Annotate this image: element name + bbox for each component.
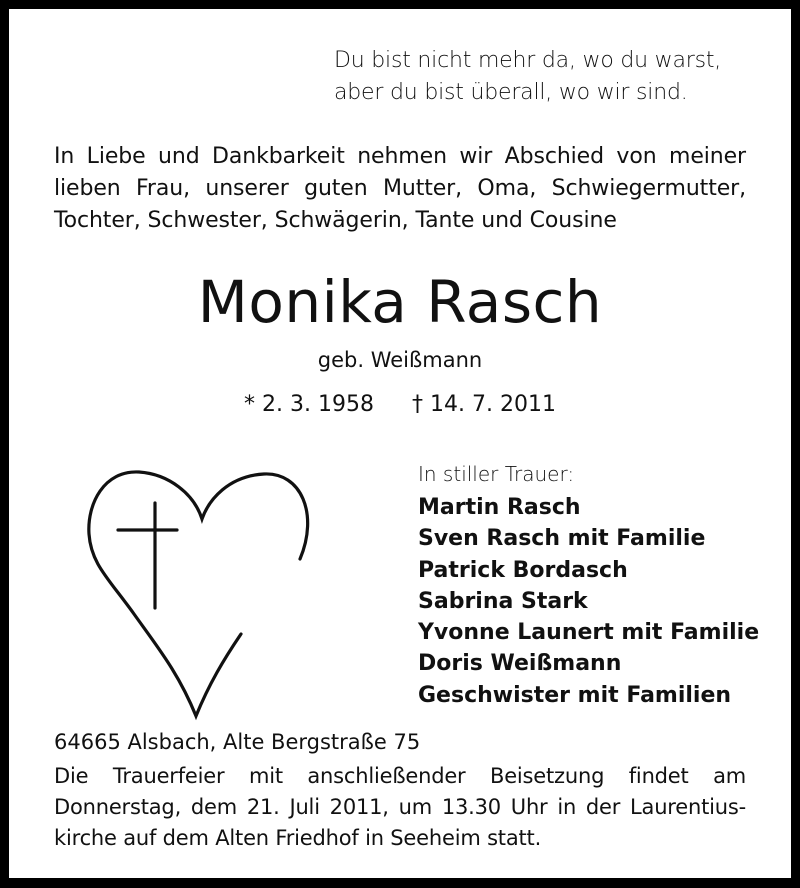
death-date: † 14. 7. 2011: [412, 392, 556, 417]
family-address: 64665 Alsbach, Alte Bergstraße 75: [54, 730, 421, 754]
mourner-name: Martin Rasch: [418, 495, 581, 520]
intro-line: lieben Frau, unserer guten Mutter, Oma, Schwiegermutter,: [54, 176, 746, 201]
memorial-quote: [334, 45, 721, 109]
mourner-name: Yvonne Launert mit Familie: [418, 620, 760, 646]
obituary-notice: [9, 9, 791, 878]
mourners-title: In stiller Trauer:: [418, 462, 575, 486]
mourner-name: Sabrina Stark: [418, 588, 588, 614]
deceased-name: Monika Rasch: [197, 268, 603, 336]
maiden-name: geb. Weißmann: [317, 348, 483, 372]
mourner-name: Patrick Bordasch: [418, 557, 628, 583]
quote-line: aber du bist überall, wo wir sind.: [334, 80, 688, 105]
mourner-name: Doris Weißmann: [418, 651, 622, 677]
intro-line: Tochter, Schwester, Schwägerin, Tante und Cousine: [54, 208, 617, 233]
funeral-service-info: [54, 761, 746, 854]
mourners-list: [418, 492, 759, 711]
service-line: Donnerstag, dem 21. Juli 2011, um 13.30 Uhr in der Laurentius-: [54, 795, 746, 819]
heart-with-cross-icon: [69, 454, 339, 724]
quote-line: Du bist nicht mehr da, wo du warst,: [334, 48, 722, 73]
service-line: Die Trauerfeier mit anschließender Beisetzung findet am: [54, 764, 746, 788]
life-dates: [9, 389, 791, 421]
service-line: kirche auf dem Alten Friedhof in Seeheim statt.: [54, 826, 542, 850]
mourner-name: Sven Rasch mit Familie: [418, 526, 706, 552]
birth-date: * 2. 3. 1958: [244, 392, 374, 417]
farewell-intro: [54, 141, 746, 237]
intro-line: In Liebe und Dankbarkeit nehmen wir Abschied von meiner: [54, 144, 746, 169]
mourner-name: Geschwister mit Familien: [418, 682, 732, 708]
